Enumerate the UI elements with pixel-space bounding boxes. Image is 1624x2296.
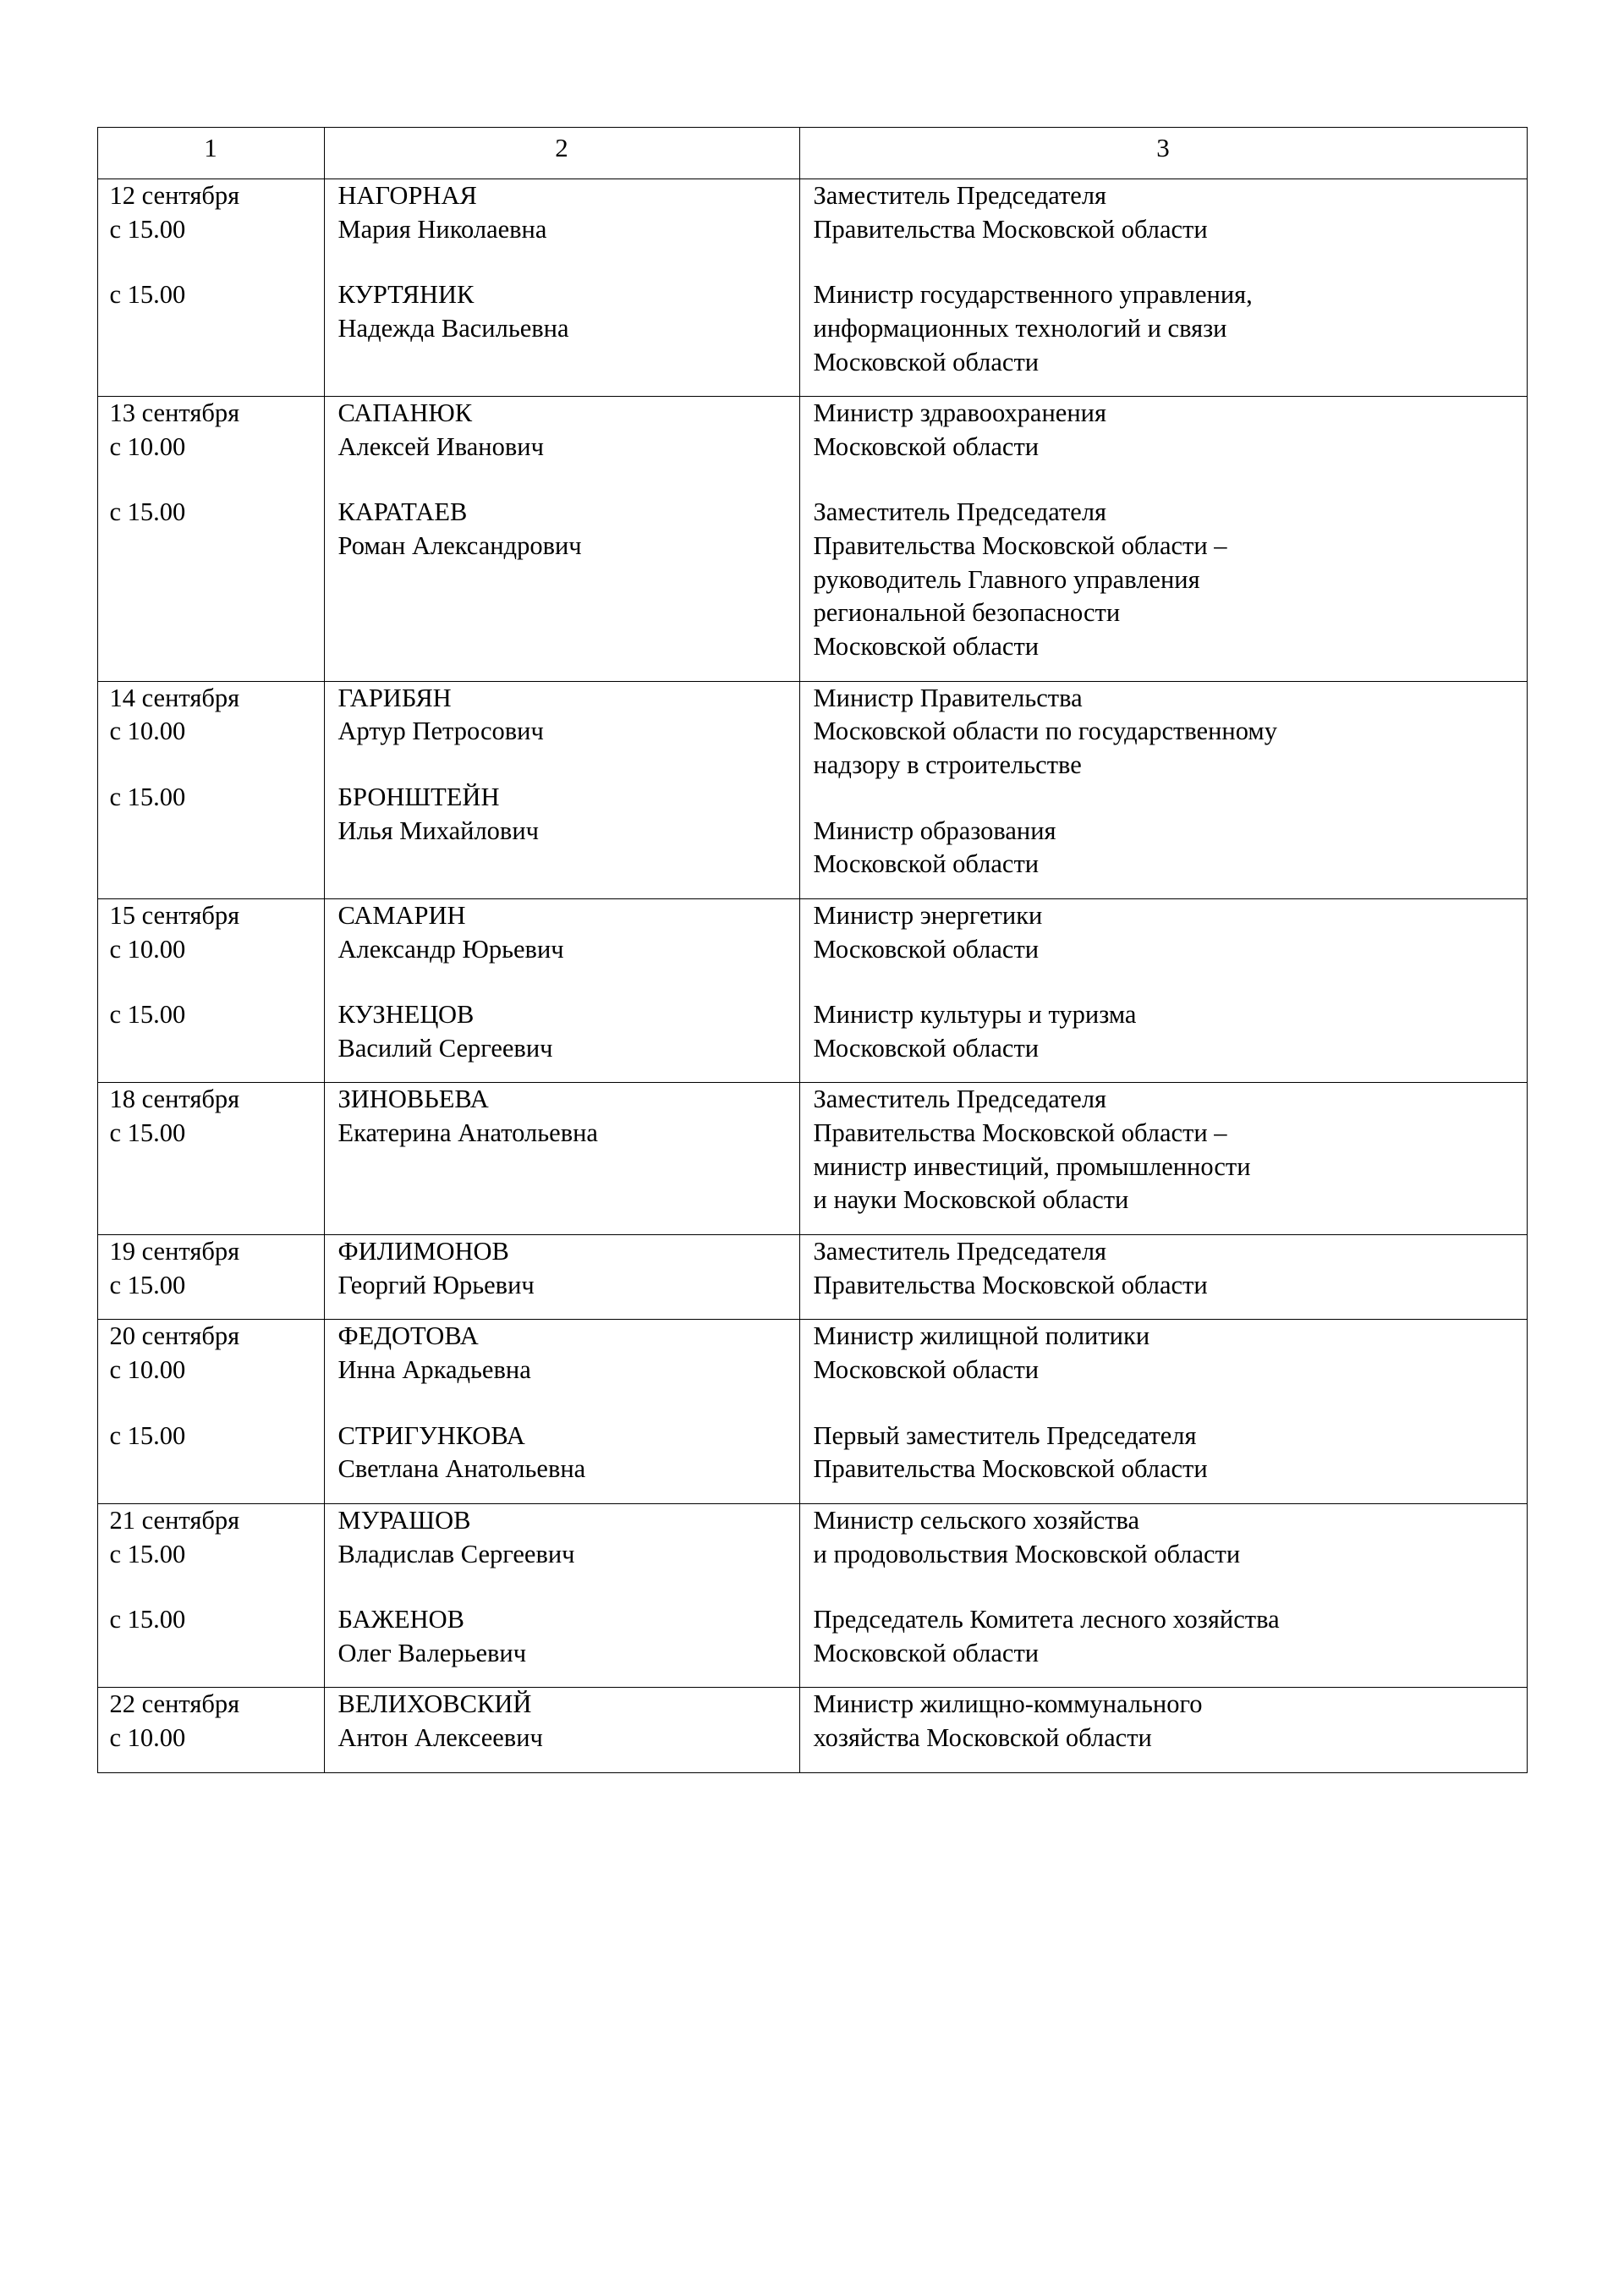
cell-date-time <box>97 1320 324 1504</box>
text-line: СТРИГУНКОВА <box>337 1420 525 1450</box>
text-line: с 10.00 <box>109 1354 186 1384</box>
cell-bottom-pad <box>110 1755 324 1772</box>
line-spacer <box>814 246 1527 278</box>
text-line: Министр жилищно-коммунального <box>813 1689 1203 1719</box>
text-line: Екатерина Анатольевна <box>337 1118 598 1148</box>
line-spacer <box>110 1387 324 1420</box>
text-line: Правительства Московской области <box>813 1454 1208 1484</box>
text-line: региональной безопасности <box>813 598 1121 628</box>
cell-bottom-pad <box>814 1486 1527 1503</box>
column-header-1: 1 <box>97 128 324 179</box>
cell-bottom-pad <box>338 1302 799 1319</box>
text-line: Московской области <box>813 1638 1040 1667</box>
cell-position <box>799 397 1527 681</box>
cell-official-name <box>324 681 799 898</box>
cell-bottom-pad <box>110 1151 324 1167</box>
cell-official-name <box>324 1235 799 1320</box>
text-line: Министр жилищной политики <box>813 1321 1150 1351</box>
text-line: ФИЛИМОНОВ <box>337 1237 509 1266</box>
table-row <box>97 1688 1527 1772</box>
cell-bottom-pad <box>338 1151 799 1167</box>
text-line: Антон Алексеевич <box>337 1723 543 1753</box>
cell-official-name <box>324 397 799 681</box>
text-line: 18 сентября <box>109 1085 240 1114</box>
cell-position <box>799 1235 1527 1320</box>
cell-bottom-pad <box>338 1755 799 1772</box>
text-line: 21 сентября <box>109 1505 240 1535</box>
text-line: с 15.00 <box>109 1270 186 1299</box>
text-line: с 15.00 <box>109 1000 186 1030</box>
cell-bottom-pad <box>814 1302 1527 1319</box>
text-line: ФЕДОТОВА <box>337 1321 479 1351</box>
text-line: с 15.00 <box>109 1605 186 1634</box>
text-line: министр инвестиций, промышленности <box>813 1151 1251 1181</box>
text-line: БРОНШТЕЙН <box>337 782 500 811</box>
table-row <box>97 1235 1527 1320</box>
text-line: САПАНЮК <box>337 398 473 428</box>
text-line: Заместитель Председателя <box>813 497 1107 527</box>
text-line: надзору в строительстве <box>813 750 1082 779</box>
cell-bottom-pad <box>110 815 324 832</box>
text-line: Московской области <box>813 849 1040 879</box>
text-line: информационных технологий и связи <box>813 313 1227 343</box>
text-line: и продовольствия Московской области <box>813 1539 1241 1568</box>
text-line: КУЗНЕЦОВ <box>337 1000 475 1030</box>
cell-official-name <box>324 1503 799 1688</box>
line-spacer <box>814 1571 1527 1603</box>
text-line: Первый заместитель Председателя <box>813 1420 1197 1450</box>
cell-bottom-pad <box>338 346 799 363</box>
cell-bottom-pad <box>814 1670 1527 1687</box>
text-line: 13 сентября <box>109 398 240 428</box>
cell-date-time <box>97 681 324 898</box>
text-line: БАЖЕНОВ <box>337 1605 464 1634</box>
table-row <box>97 681 1527 898</box>
cell-position <box>799 681 1527 898</box>
text-line: НАГОРНАЯ <box>337 181 477 210</box>
text-line: Владислав Сергеевич <box>337 1539 575 1568</box>
table-body <box>97 179 1527 1773</box>
text-line: Надежда Васильевна <box>337 313 569 343</box>
cell-position <box>799 1320 1527 1504</box>
text-line: с 15.00 <box>109 214 186 244</box>
table-row <box>97 898 1527 1083</box>
cell-position <box>799 179 1527 397</box>
cell-bottom-pad <box>814 664 1527 681</box>
text-line: руководитель Главного управления <box>813 564 1200 594</box>
cell-bottom-pad <box>110 1032 324 1049</box>
cell-official-name <box>324 1688 799 1772</box>
cell-date-time <box>97 1503 324 1688</box>
text-line: Роман Александрович <box>337 531 582 561</box>
text-line: Александр Юрьевич <box>337 934 564 964</box>
table-row <box>97 397 1527 681</box>
text-line: ВЕЛИХОВСКИЙ <box>337 1689 532 1719</box>
text-line: Заместитель Председателя <box>813 1085 1107 1114</box>
line-spacer <box>338 464 799 496</box>
text-line: Илья Михайлович <box>337 816 539 845</box>
text-line: хозяйства Московской области <box>813 1723 1152 1753</box>
cell-position <box>799 1503 1527 1688</box>
cell-bottom-pad <box>338 563 799 580</box>
cell-bottom-pad <box>110 1637 324 1654</box>
cell-date-time <box>97 1083 324 1235</box>
cell-position <box>799 1688 1527 1772</box>
cell-bottom-pad <box>338 1065 799 1082</box>
text-line: с 10.00 <box>109 1723 186 1753</box>
cell-date-time <box>97 898 324 1083</box>
text-line: КУРТЯНИК <box>337 280 475 310</box>
cell-bottom-pad <box>110 312 324 329</box>
cell-position <box>799 898 1527 1083</box>
text-line: Министр энергетики <box>813 900 1043 930</box>
text-line: Правительства Московской области – <box>813 1118 1227 1148</box>
cell-date-time <box>97 397 324 681</box>
text-line: КАРАТАЕВ <box>337 497 468 527</box>
text-line: с 15.00 <box>109 280 186 310</box>
text-line: с 10.00 <box>109 431 186 461</box>
cell-bottom-pad <box>338 1670 799 1687</box>
cell-official-name <box>324 179 799 397</box>
text-line: ГАРИБЯН <box>337 683 452 712</box>
text-line: 19 сентября <box>109 1237 240 1266</box>
cell-bottom-pad <box>110 1453 324 1469</box>
text-line: Артур Петросович <box>337 717 544 746</box>
text-line: с 15.00 <box>109 1118 186 1148</box>
text-line: Министр культуры и туризма <box>813 1000 1137 1030</box>
text-line: Московской области <box>813 934 1040 964</box>
table-row <box>97 1083 1527 1235</box>
text-line: Московской области по государственному <box>813 717 1277 746</box>
cell-bottom-pad <box>814 1217 1527 1234</box>
text-line: с 15.00 <box>109 1539 186 1568</box>
line-spacer <box>110 1571 324 1603</box>
text-line: 20 сентября <box>109 1321 240 1351</box>
text-line: Олег Валерьевич <box>337 1638 527 1667</box>
text-line: Правительства Московской области <box>813 214 1208 244</box>
text-line: с 10.00 <box>109 934 186 964</box>
table-row <box>97 1320 1527 1504</box>
cell-bottom-pad <box>110 530 324 547</box>
text-line: Министр здравоохранения <box>813 398 1107 428</box>
line-spacer <box>338 966 799 998</box>
text-line: Инна Аркадьевна <box>337 1354 531 1384</box>
text-line: Московской области <box>813 1033 1040 1063</box>
text-line: Московской области <box>813 347 1040 376</box>
text-line: с 15.00 <box>109 497 186 527</box>
text-line: Председатель Комитета лесного хозяйства <box>813 1605 1280 1634</box>
text-line: Георгий Юрьевич <box>337 1270 535 1299</box>
line-spacer <box>110 749 324 781</box>
cell-date-time <box>97 179 324 397</box>
line-spacer <box>814 464 1527 496</box>
text-line: 22 сентября <box>109 1689 240 1719</box>
text-line: Московской области <box>813 1354 1040 1384</box>
cell-official-name <box>324 898 799 1083</box>
line-spacer <box>338 1571 799 1603</box>
cell-bottom-pad <box>814 882 1527 898</box>
text-line: Министр Правительства <box>813 683 1083 712</box>
cell-date-time <box>97 1235 324 1320</box>
cell-bottom-pad <box>338 1486 799 1503</box>
text-line: МУРАШОВ <box>337 1505 471 1535</box>
table-row <box>97 179 1527 397</box>
text-line: ЗИНОВЬЕВА <box>337 1085 489 1114</box>
text-line: и науки Московской области <box>813 1185 1129 1215</box>
cell-official-name <box>324 1320 799 1504</box>
text-line: Московской области <box>813 632 1040 662</box>
text-line: САМАРИН <box>337 900 466 930</box>
column-header-3: 3 <box>799 128 1527 179</box>
text-line: Министр образования <box>813 816 1056 845</box>
text-line: с 15.00 <box>109 782 186 811</box>
text-line: Министр сельского хозяйства <box>813 1505 1140 1535</box>
table-row <box>97 1503 1527 1688</box>
cell-bottom-pad <box>814 379 1527 396</box>
text-line: 12 сентября <box>109 181 240 210</box>
cell-bottom-pad <box>814 1755 1527 1772</box>
text-line: с 10.00 <box>109 717 186 746</box>
text-line: 14 сентября <box>109 683 240 712</box>
table-header-row <box>97 128 1527 179</box>
text-line: Министр государственного управления, <box>813 280 1253 310</box>
line-spacer <box>814 783 1527 815</box>
line-spacer <box>814 966 1527 998</box>
cell-bottom-pad <box>338 848 799 865</box>
text-line: Василий Сергеевич <box>337 1033 553 1063</box>
text-line: Светлана Анатольевна <box>337 1454 586 1484</box>
line-spacer <box>338 749 799 781</box>
line-spacer <box>338 1387 799 1420</box>
cell-official-name <box>324 1083 799 1235</box>
cell-date-time <box>97 1688 324 1772</box>
text-line: 15 сентября <box>109 900 240 930</box>
line-spacer <box>110 464 324 496</box>
text-line: Заместитель Председателя <box>813 1237 1107 1266</box>
line-spacer <box>110 966 324 998</box>
line-spacer <box>110 246 324 278</box>
cell-position <box>799 1083 1527 1235</box>
cell-bottom-pad <box>110 1302 324 1319</box>
text-line: Правительства Московской области – <box>813 531 1227 561</box>
text-line: Правительства Московской области <box>813 1270 1208 1299</box>
line-spacer <box>338 246 799 278</box>
text-line: с 15.00 <box>109 1420 186 1450</box>
text-line: Мария Николаевна <box>337 214 547 244</box>
schedule-table <box>97 127 1528 1773</box>
cell-bottom-pad <box>814 1065 1527 1082</box>
text-line: Московской области <box>813 431 1040 461</box>
text-line: Алексей Иванович <box>337 431 544 461</box>
text-line: Заместитель Председателя <box>813 181 1107 210</box>
line-spacer <box>814 1387 1527 1420</box>
column-header-2: 2 <box>324 128 799 179</box>
